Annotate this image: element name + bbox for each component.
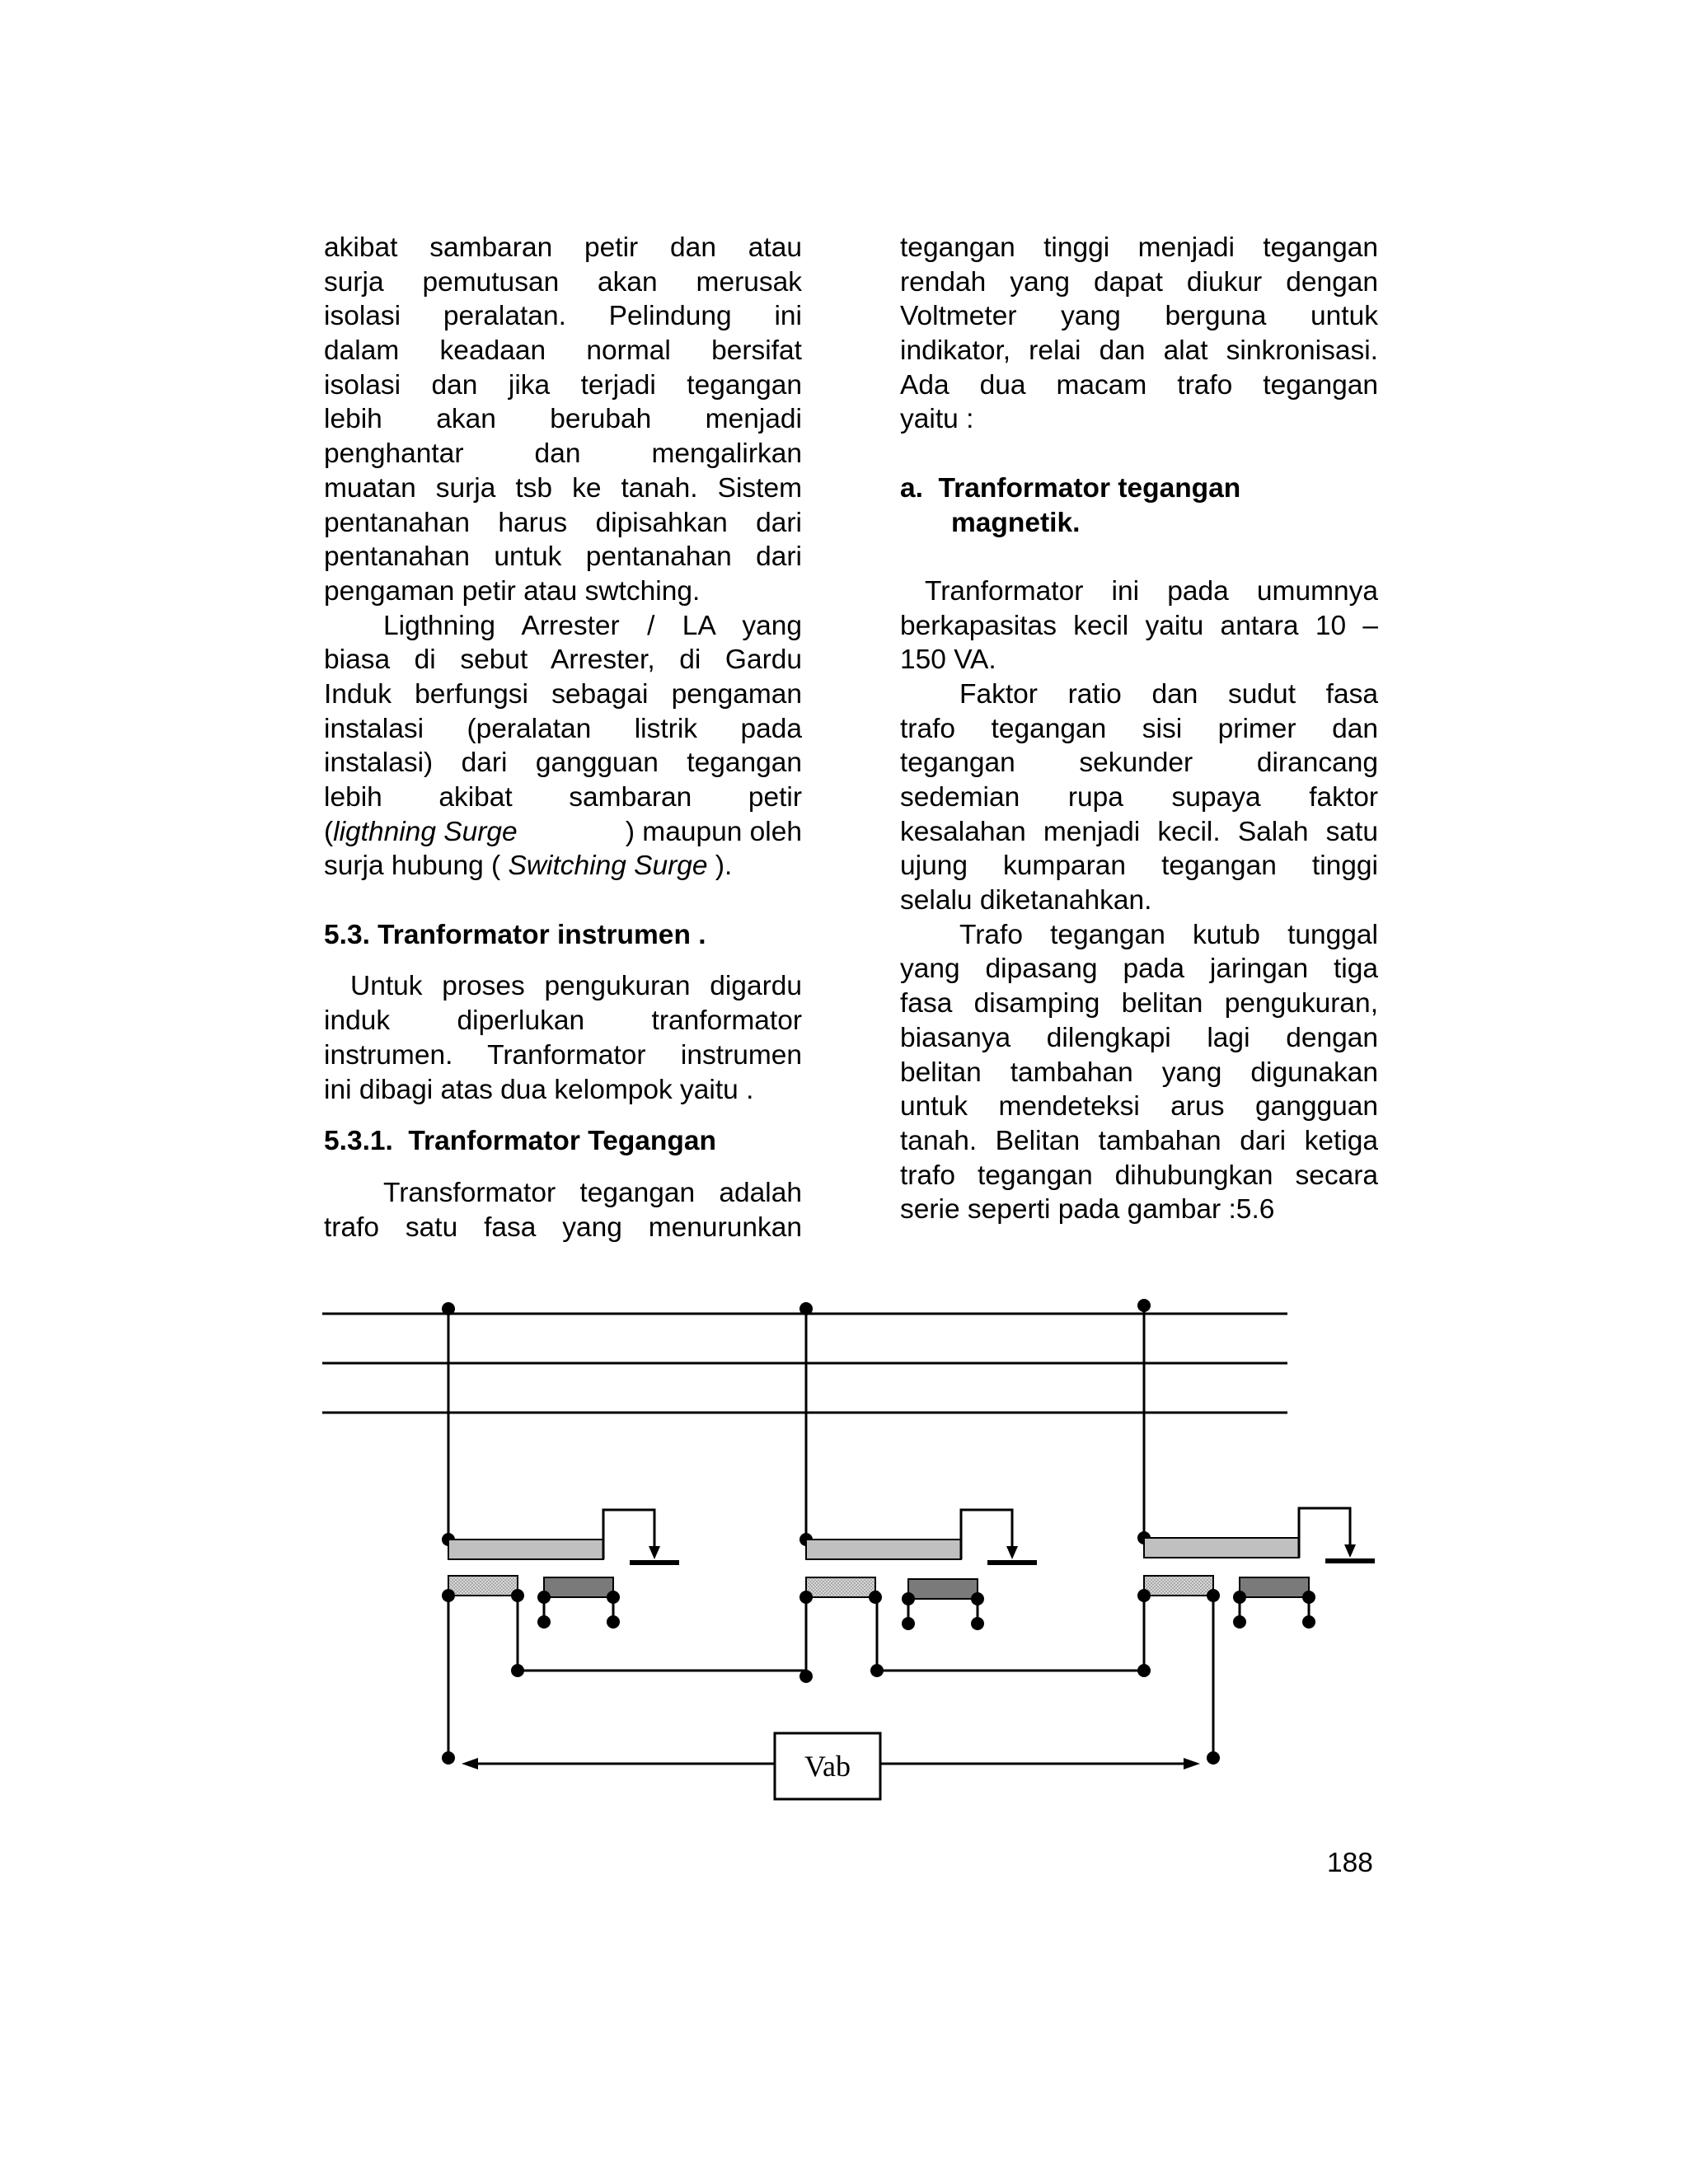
rp2-line: berkapasitas kecil yaitu antara 10 –: [900, 610, 1378, 641]
switching-surge-term: Switching Surge: [508, 851, 708, 882]
measuring-winding: [1240, 1577, 1309, 1597]
auxiliary-winding: [448, 1576, 518, 1596]
busbar-connection-dot: [799, 1302, 813, 1315]
ground-arrow: [1344, 1544, 1356, 1558]
lp2-line: instalasi) dari gangguan tegangan: [324, 748, 802, 779]
lp1-line: pengaman petir atau swtching.: [324, 575, 701, 607]
rp2-line: 150 VA.: [900, 644, 996, 676]
lp2-line: Ligthning Arrester / LA yang: [383, 610, 802, 641]
rp4-line: biasanya dilengkapi lagi dengan: [900, 1022, 1378, 1053]
rp3-line: kesalahan menjadi kecil. Salah satu: [900, 816, 1378, 847]
transformer-unit-3: [1137, 1299, 1375, 1629]
lp2-line: instalasi (peralatan listrik pada: [324, 713, 802, 744]
section-heading-5-3-1: 5.3.1. Tranformator Tegangan: [324, 1126, 716, 1157]
measuring-winding: [544, 1577, 613, 1597]
measuring-terminal-dot: [1233, 1615, 1246, 1629]
series-link-1: [518, 1591, 806, 1671]
measuring-terminal-dot: [902, 1592, 915, 1605]
subsection-heading-a-line-2: magnetik.: [951, 507, 1081, 538]
rp3-line: trafo tegangan sisi primer dan: [900, 713, 1378, 744]
lightning-surge-term: ligthning Surge: [333, 816, 518, 847]
lp1-line: muatan surja tsb ke tanah. Sistem: [324, 472, 802, 504]
rp4-line: Trafo tegangan kutub tunggal: [959, 919, 1378, 950]
vab-label: Vab: [804, 1750, 851, 1783]
transformer-unit-2: [799, 1302, 1037, 1630]
rp4-line: tanah. Belitan tambahan dari ketiga: [900, 1125, 1378, 1156]
measuring-terminal-dot: [537, 1591, 551, 1604]
primary-winding: [806, 1540, 961, 1559]
measuring-terminal-dot: [971, 1592, 984, 1605]
rp4-line: trafo tegangan dihubungkan secara: [900, 1160, 1378, 1191]
measuring-terminal-dot: [1233, 1591, 1246, 1604]
page-number: 188: [1327, 1848, 1373, 1878]
lp1-line: lebih akan berubah menjadi: [324, 404, 802, 435]
lp2-line: lebih akibat sambaran petir: [324, 782, 802, 813]
lp1-line: surja pemutusan akan merusak: [324, 266, 802, 298]
lp4-line: Transformator tegangan adalah: [383, 1177, 802, 1208]
section-heading-5-3: 5.3. Tranformator instrumen .: [324, 919, 706, 950]
rp3-line: Faktor ratio dan sudut fasa: [959, 678, 1378, 710]
lp1-line: isolasi peralatan. Pelindung ini: [324, 301, 802, 332]
ground-arrow: [1006, 1546, 1018, 1559]
vab-arrow-right-head: [1184, 1758, 1200, 1769]
vab-arrow-left-head: [462, 1758, 478, 1769]
transformer-unit-1: [442, 1302, 679, 1629]
lp3-line: instrumen. Tranformator instrumen: [324, 1039, 802, 1071]
rp4-line: yang dipasang pada jaringan tiga: [900, 954, 1378, 985]
measuring-terminal-dot: [1302, 1591, 1315, 1604]
measuring-terminal-dot: [607, 1591, 620, 1604]
lp1-line: akibat sambaran petir dan atau: [324, 232, 802, 263]
rp4-line: fasa disamping belitan pengukuran,: [900, 988, 1378, 1019]
lp3-line: induk diperlukan tranformator: [324, 1005, 802, 1037]
auxiliary-winding: [806, 1577, 875, 1597]
measuring-terminal-dot: [902, 1617, 915, 1630]
ground-arrow: [649, 1546, 660, 1559]
lp2-line: Induk berfungsi sebagai pengaman: [324, 678, 802, 710]
ground-lead: [1299, 1508, 1350, 1558]
primary-winding: [1144, 1538, 1299, 1558]
primary-winding: [448, 1540, 603, 1559]
rp3-line: ujung kumparan tegangan tinggi: [900, 851, 1378, 882]
lp1-line: penghantar dan mengalirkan: [324, 438, 802, 470]
rp4-line: serie seperti pada gambar :5.6: [900, 1194, 1275, 1226]
busbar-connection-dot: [442, 1302, 455, 1315]
auxiliary-terminal-dot: [869, 1591, 882, 1604]
rp1-line: tegangan tinggi menjadi tegangan: [900, 232, 1378, 263]
rp3-line: tegangan sekunder dirancang: [900, 748, 1378, 779]
measuring-terminal-dot: [607, 1615, 620, 1629]
lp1-line: pentanahan harus dipisahkan dari: [324, 507, 802, 538]
rp4-line: belitan tambahan yang digunakan: [900, 1057, 1378, 1088]
measuring-terminal-dot: [971, 1617, 984, 1630]
auxiliary-winding: [1144, 1576, 1213, 1596]
lp4-line: trafo satu fasa yang menurunkan: [324, 1212, 802, 1243]
ground-lead: [961, 1510, 1012, 1559]
rp1-line: Ada dua macam trafo tegangan: [900, 369, 1378, 401]
left-paragraph-2-line-7: (ligthning Surge ) maupun oleh: [324, 816, 802, 847]
rp3-line: selalu diketanahkan.: [900, 885, 1152, 916]
rp1-line: Voltmeter yang berguna untuk: [900, 301, 1378, 332]
transformer-units: [442, 1299, 1375, 1630]
busbar-connection-dot: [1137, 1299, 1151, 1312]
lp2-line: biasa di sebut Arrester, di Gardu: [324, 644, 802, 676]
subsection-heading-a: a. Tranformator tegangan: [900, 472, 1241, 504]
measuring-winding: [908, 1579, 978, 1599]
ground-lead: [603, 1510, 654, 1559]
rp3-line: sedemian rupa supaya faktor: [900, 782, 1378, 813]
series-link-2: [877, 1591, 1144, 1671]
lp3-line: Untuk proses pengukuran digardu: [350, 971, 802, 1002]
rp4-line: untuk mendeteksi arus gangguan: [900, 1091, 1378, 1122]
rp1-line: yaitu :: [900, 404, 974, 435]
lp1-line: isolasi dan jika terjadi tegangan: [324, 369, 802, 401]
lp1-line: dalam keadaan normal bersifat: [324, 335, 802, 367]
measuring-terminal-dot: [537, 1615, 551, 1629]
lp3-line: ini dibagi atas dua kelompok yaitu .: [324, 1074, 754, 1105]
measuring-terminal-dot: [1302, 1615, 1315, 1629]
rp2-line: Tranformator ini pada umumnya: [925, 575, 1378, 607]
rp1-line: rendah yang dapat diukur dengan: [900, 266, 1378, 298]
lp1-line: pentanahan untuk pentanahan dari: [324, 541, 802, 573]
left-paragraph-2-line-8: surja hubung ( Switching Surge ).: [324, 851, 733, 882]
rp1-line: indikator, relai dan alat sinkronisasi.: [900, 335, 1378, 367]
